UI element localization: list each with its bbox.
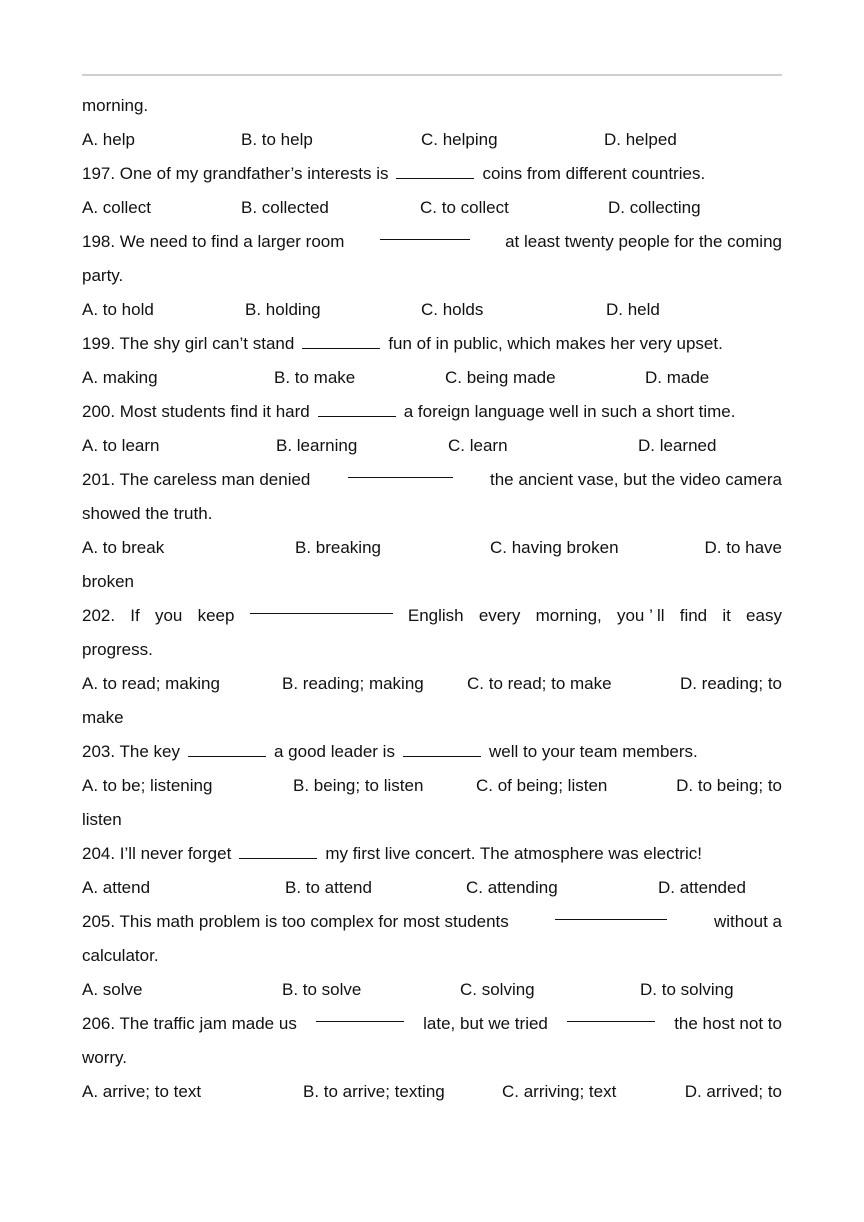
option-c: C. solving: [460, 980, 535, 999]
option-c: C. to read; to make: [467, 674, 612, 693]
option-b: B. breaking: [295, 538, 381, 557]
option-a: A. making: [82, 368, 158, 387]
option-b: B. to attend: [285, 878, 372, 897]
question-text: 199. The shy girl can’t stand: [82, 334, 295, 353]
answer-blank[interactable]: [348, 463, 453, 478]
option-d: D. learned: [638, 436, 717, 455]
q198-options: [82, 293, 782, 327]
option-a: A. collect: [82, 198, 151, 217]
question-text: at least twenty people for the coming: [505, 232, 782, 251]
word: English: [407, 606, 464, 625]
answer-blank[interactable]: [318, 402, 396, 417]
question-text: 205. This math problem is too complex for most students: [82, 912, 509, 931]
q199-stem: [82, 327, 782, 361]
option-d-continued: listen: [82, 810, 122, 829]
question-text: 204. I’ll never forget: [82, 844, 232, 863]
option-b: B. being; to listen: [293, 776, 424, 795]
q203-option-wrap: [82, 803, 782, 837]
question-text: my first live concert. The atmosphere was electric!: [325, 844, 702, 863]
q202-wrap: [82, 633, 782, 667]
option-c: C. attending: [466, 878, 558, 897]
q198-stem: [82, 225, 782, 259]
option-b: B. collected: [241, 198, 329, 217]
option-c: C. helping: [421, 130, 498, 149]
option-a: A. attend: [82, 878, 151, 897]
q206-stem: [82, 1007, 782, 1041]
question-text: worry.: [82, 1048, 128, 1067]
option-d: D. to solving: [640, 980, 734, 999]
answer-blank-1[interactable]: [316, 1007, 404, 1022]
question-text: party.: [82, 266, 124, 285]
word: keep: [197, 606, 235, 625]
option-d: D. helped: [604, 130, 677, 149]
option-a: A. to read; making: [82, 674, 220, 693]
answer-blank-2[interactable]: [403, 742, 481, 757]
question-text: morning.: [82, 96, 149, 115]
question-text: without a: [713, 912, 782, 931]
question-text: 201. The careless man denied: [82, 470, 311, 489]
q201-wrap: [82, 497, 782, 531]
word: it: [722, 606, 731, 625]
option-a: A. to break: [82, 538, 165, 557]
answer-blank[interactable]: [380, 225, 470, 240]
option-c: C. holds: [421, 300, 484, 319]
question-text: a foreign language well in such a short time.: [403, 402, 736, 421]
option-b: B. to make: [274, 368, 356, 387]
answer-blank-2[interactable]: [567, 1007, 655, 1022]
option-d-continued: make: [82, 708, 124, 727]
option-a: A. arrive; to text: [82, 1082, 202, 1101]
question-text: well to your team members.: [488, 742, 698, 761]
answer-blank[interactable]: [396, 164, 474, 179]
question-text: 200. Most students find it hard: [82, 402, 310, 421]
word: easy: [746, 606, 782, 625]
q202-stem: [82, 599, 782, 633]
q204-options: [82, 871, 782, 905]
question-text: late, but we tried: [423, 1014, 548, 1033]
option-a: A. solve: [82, 980, 143, 999]
option-d: D. held: [606, 300, 660, 319]
q203-options: [82, 769, 782, 803]
question-text: 203. The key: [82, 742, 180, 761]
option-d: D. to being; to: [676, 776, 782, 795]
answer-blank[interactable]: [555, 905, 667, 920]
question-text: progress.: [82, 640, 153, 659]
q205-options: [82, 973, 782, 1007]
question-text: coins from different countries.: [482, 164, 706, 183]
option-a: A. help: [82, 130, 135, 149]
q197-stem: [82, 157, 782, 191]
answer-blank[interactable]: [239, 844, 317, 859]
q201-options: [82, 531, 782, 565]
option-a: A. to be; listening: [82, 776, 213, 795]
question-list: [82, 89, 782, 1109]
option-d: D. reading; to: [679, 674, 782, 693]
q196-tail: [82, 89, 782, 123]
option-b: B. to help: [241, 130, 313, 149]
q199-options: [82, 361, 782, 395]
answer-blank[interactable]: [302, 334, 380, 349]
q205-stem: [82, 905, 782, 939]
q206-wrap: [82, 1041, 782, 1075]
option-b: B. learning: [276, 436, 358, 455]
question-text: the ancient vase, but the video camera: [489, 470, 782, 489]
q196-options: [82, 123, 782, 157]
word: find: [679, 606, 708, 625]
option-c: C. being made: [445, 368, 556, 387]
word: you: [154, 606, 183, 625]
option-b: B. holding: [245, 300, 321, 319]
question-text: calculator.: [82, 946, 159, 965]
option-c: C. of being; listen: [476, 776, 608, 795]
option-d-continued: broken: [82, 572, 134, 591]
q201-stem: [82, 463, 782, 497]
q197-options: [82, 191, 782, 225]
option-c: C. to collect: [420, 198, 509, 217]
question-text: 197. One of my grandfather’s interests is: [82, 164, 389, 183]
q202-options: [82, 667, 782, 701]
option-b: B. to solve: [282, 980, 362, 999]
header-rule: [82, 74, 782, 76]
word: If: [130, 606, 140, 625]
q200-stem: [82, 395, 782, 429]
question-text: showed the truth.: [82, 504, 213, 523]
option-b: B. to arrive; texting: [303, 1082, 445, 1101]
option-d: D. made: [645, 368, 710, 387]
question-text: fun of in public, which makes her very upset.: [388, 334, 723, 353]
q204-stem: [82, 837, 782, 871]
word: morning,: [535, 606, 602, 625]
question-text: the host not to: [674, 1014, 782, 1033]
word: you ’ ll: [616, 606, 665, 625]
option-d: D. collecting: [608, 198, 701, 217]
option-c: C. learn: [448, 436, 508, 455]
option-a: A. to learn: [82, 436, 160, 455]
word: every: [478, 606, 521, 625]
q206-options: [82, 1075, 782, 1109]
q201-option-wrap: [82, 565, 782, 599]
q203-stem: [82, 735, 782, 769]
q202-option-wrap: [82, 701, 782, 735]
option-c: C. arriving; text: [502, 1082, 617, 1101]
question-text: 198. We need to find a larger room: [82, 232, 345, 251]
option-a: A. to hold: [82, 300, 154, 319]
option-d: D. arrived; to: [684, 1082, 782, 1101]
option-c: C. having broken: [490, 538, 619, 557]
option-d: D. to have: [704, 538, 782, 557]
q198-wrap: [82, 259, 782, 293]
q205-wrap: [82, 939, 782, 973]
option-b: B. reading; making: [282, 674, 424, 693]
answer-blank-1[interactable]: [188, 742, 266, 757]
question-text: 206. The traffic jam made us: [82, 1014, 297, 1033]
question-text: a good leader is: [273, 742, 395, 761]
answer-blank[interactable]: [250, 599, 393, 614]
q200-options: [82, 429, 782, 463]
word: 202.: [82, 606, 116, 625]
option-d: D. attended: [658, 878, 746, 897]
